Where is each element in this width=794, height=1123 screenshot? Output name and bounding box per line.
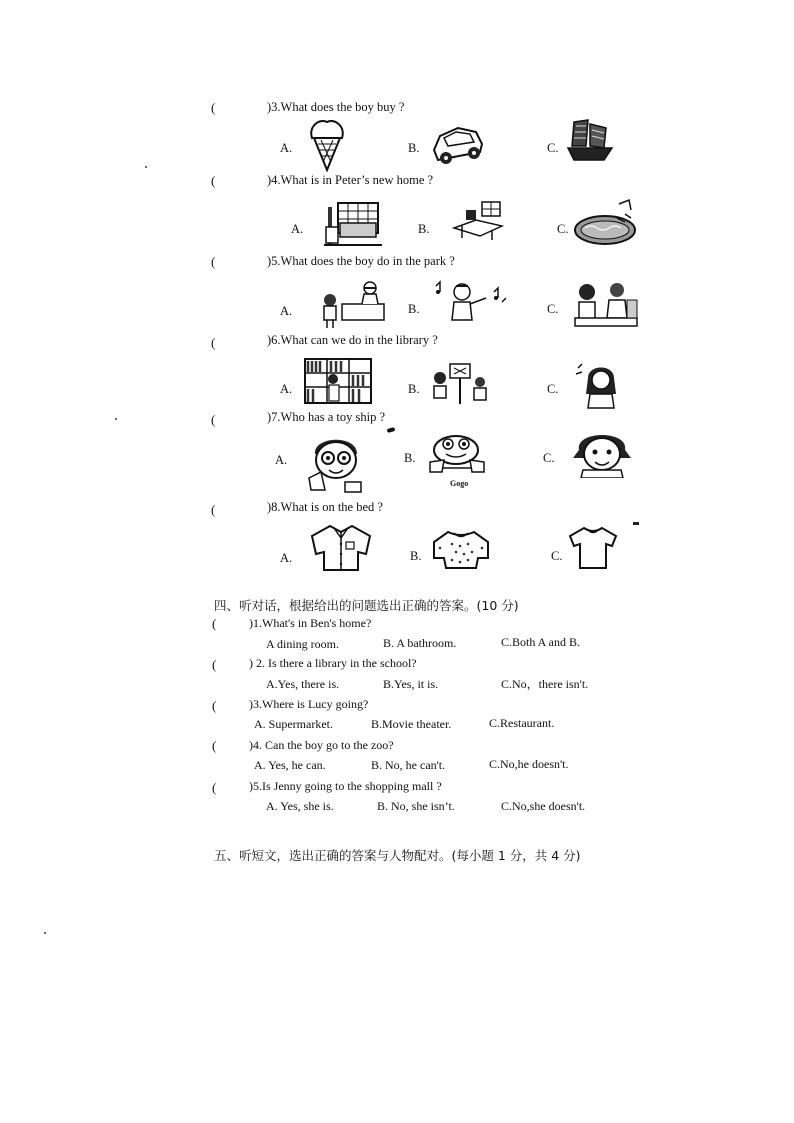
question-text: )7.Who has a toy ship ?: [267, 410, 386, 424]
option-a: A.Yes, there is.: [266, 677, 340, 691]
question-text: )5.What does the boy do in the park ?: [267, 254, 455, 268]
phone-girl-icon: [574, 360, 628, 410]
answer-paren[interactable]: (: [212, 738, 217, 753]
girl-face-icon: [569, 428, 635, 478]
answer-paren[interactable]: (: [212, 616, 217, 631]
option-letter: A.: [280, 382, 293, 396]
option-letter: A.: [280, 141, 293, 155]
question-text: )3.What does the boy buy ?: [267, 100, 405, 114]
answer-paren[interactable]: (: [212, 780, 217, 795]
option-letter: C.: [547, 382, 559, 396]
option-letter: C.: [543, 451, 555, 465]
question-text: )3.Where is Lucy going?: [249, 697, 369, 711]
option-letter: B.: [408, 382, 420, 396]
option-a: A. Yes, she is.: [266, 799, 334, 813]
gogo-monster-icon: [426, 432, 488, 478]
option-a: A dining room.: [266, 637, 340, 651]
option-b: B.Movie theater.: [371, 717, 452, 731]
answer-paren[interactable]: (: [211, 100, 216, 115]
option-letter: A.: [291, 222, 304, 236]
scan-speck: [115, 418, 117, 420]
t-shirt-icon: [568, 526, 618, 570]
scan-speck: [44, 932, 46, 934]
option-c: C.Restaurant.: [489, 716, 555, 730]
swimming-pool-icon: [573, 196, 637, 248]
question-text: ) 2. Is there a library in the school?: [249, 656, 417, 670]
question-text: )4.What is in Peter’s new home ?: [267, 173, 434, 187]
option-c: C.No，there isn't.: [501, 677, 589, 691]
option-letter: B.: [408, 302, 420, 316]
scan-speck: [145, 166, 147, 168]
answer-paren[interactable]: (: [211, 502, 216, 517]
boy-glasses-icon: [305, 432, 367, 494]
singing-boy-icon: [432, 278, 510, 328]
sweater-icon: [430, 528, 492, 570]
shirt-icon: [310, 524, 372, 572]
option-letter: A.: [280, 304, 293, 318]
option-c: C.No,he doesn't.: [489, 757, 569, 771]
option-letter: C.: [551, 549, 563, 563]
section-5-title: 五、听短文，选出正确的答案与人物配对。(每小题 1 分，共 4 分): [214, 848, 581, 863]
option-c: C.Both A and B.: [501, 635, 581, 649]
section-4-title: 四、听对话，根据给出的问题选出正确的答案。(10 分): [214, 598, 519, 613]
shopping-counter-icon: [318, 276, 386, 330]
option-letter: C.: [557, 222, 569, 236]
option-letter: B.: [418, 222, 430, 236]
question-text: )4. Can the boy go to the zoo?: [249, 738, 394, 752]
scan-mark: [387, 427, 396, 433]
option-c: C.No,she doesn't.: [501, 799, 586, 813]
option-letter: C.: [547, 141, 559, 155]
question-text: )1.What's in Ben's home?: [249, 616, 372, 630]
gogo-caption: Gogo: [450, 479, 469, 488]
question-text: )6.What can we do in the library ?: [267, 333, 438, 347]
option-b: B.Yes, it is.: [383, 677, 439, 691]
answer-paren[interactable]: (: [212, 657, 217, 672]
question-text: )5.Is Jenny going to the shopping mall ?: [249, 779, 442, 793]
option-b: B. A bathroom.: [383, 636, 457, 650]
option-letter: A.: [280, 551, 293, 565]
car-icon: [430, 120, 486, 166]
bookshelf-icon: [303, 357, 373, 405]
ice-cream-icon: [304, 116, 350, 172]
option-letter: B.: [410, 549, 422, 563]
option-a: A. Supermarket.: [254, 717, 333, 731]
answer-paren[interactable]: (: [211, 173, 216, 188]
option-letter: A.: [275, 453, 288, 467]
bathroom-icon: [324, 199, 382, 247]
scan-mark: [633, 522, 639, 525]
question-text: )8.What is on the bed ?: [267, 500, 383, 514]
option-b: B. No, he can't.: [371, 758, 446, 772]
answer-paren[interactable]: (: [212, 698, 217, 713]
option-letter: C.: [547, 302, 559, 316]
option-letter: B.: [408, 141, 420, 155]
ship-icon: [566, 116, 614, 164]
answer-paren[interactable]: (: [211, 412, 216, 427]
option-letter: B.: [404, 451, 416, 465]
study-room-icon: [452, 198, 504, 240]
answer-paren[interactable]: (: [211, 254, 216, 269]
option-a: A. Yes, he can.: [254, 758, 326, 772]
option-b: B. No, she isn’t.: [377, 799, 455, 813]
cafe-icon: [573, 280, 639, 328]
kids-sign-icon: [428, 360, 492, 406]
answer-paren[interactable]: (: [211, 335, 216, 350]
